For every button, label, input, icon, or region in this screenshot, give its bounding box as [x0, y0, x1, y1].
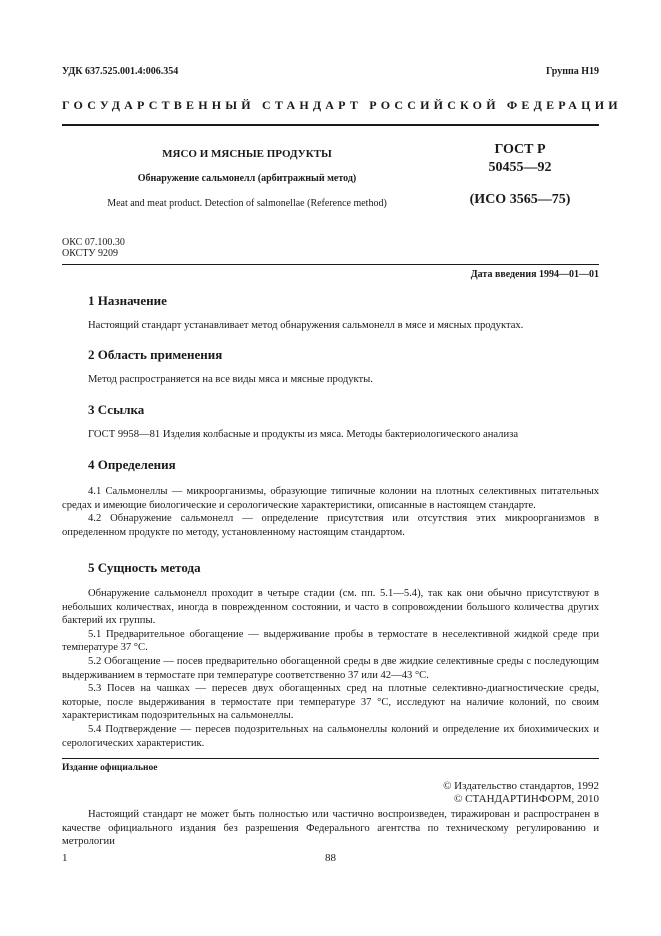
method-5-3: 5.3 Посев на чашках — пересев двух обогащенных сред на плотные селективно-диагностические среды, которые, после выдерживания в термостате при температуре 37 °С, исследуют на наличие колоний, по своим характеристикам подозрительных на сальмонеллы.: [62, 683, 599, 722]
footer-divider: [62, 758, 599, 759]
okstu-code: ОКСТУ 9209: [62, 248, 119, 259]
gost-label: ГОСТ Р: [494, 142, 546, 157]
section-4-body: [62, 485, 599, 539]
document-subtitle: Обнаружение сальмонелл (арбитражный метод): [137, 173, 357, 184]
reproduction-notice-text: Настоящий стандарт не может быть полностью или частично воспроизведен, тиражирован и распространен в качестве официального издания без разрешения Федерального агентства по техническому регулированию и метрологии: [62, 809, 599, 848]
reproduction-notice: [62, 808, 599, 849]
copyright-1: © Издательство стандартов, 1992: [443, 780, 599, 792]
section-2-heading: 2 Область применения: [88, 347, 223, 362]
codes-divider: [62, 264, 599, 265]
header-divider: [62, 124, 599, 126]
oks-code: ОКС 07.100.30: [62, 237, 125, 248]
iso-reference: (ИСО 3565—75): [469, 192, 571, 207]
section-1-heading: 1 Назначение: [88, 293, 167, 308]
method-intro: Обнаружение сальмонелл проходит в четыре стадии (см. пп. 5.1—5.4), так как они обычно присутствуют в небольших количествах, иногда в поврежденном состоянии, и часто в сопровождении большого количества других бактерий их группы.: [62, 588, 599, 627]
section-5-heading: 5 Сущность метода: [88, 560, 201, 575]
section-1-text: Настоящий стандарт устанавливает метод обнаружения сальмонелл в мясе и мясных продуктах.: [88, 320, 524, 331]
definition-4-1: 4.1 Сальмонеллы — микроорганизмы, образующие типичные колонии на плотных селективных питательных средах и имеющие биологические и серологические характеристики, описанные в настоящем стандарте.: [62, 486, 599, 511]
definition-4-2: 4.2 Обнаружение сальмонелл — определение присутствия или отсутствия этих микроорганизмов в определенном продукте по методу, установленному настоящим стандартом.: [62, 513, 599, 538]
national-standard-heading: ГОСУДАРСТВЕННЫЙ СТАНДАРТ РОССИЙСКОЙ ФЕДЕРАЦИИ: [62, 98, 622, 112]
section-3-heading: 3 Ссылка: [88, 402, 145, 417]
group-code: Группа Н19: [546, 66, 599, 77]
page-number: 88: [325, 852, 336, 864]
copyright-2: © СТАНДАРТИНФОРМ, 2010: [454, 793, 599, 805]
intro-date: Дата введения 1994—01—01: [470, 269, 599, 280]
section-3-text: ГОСТ 9958—81 Изделия колбасные и продукты из мяса. Методы бактериологического анализа: [88, 429, 519, 440]
udk-code: УДК 637.525.001.4:006.354: [62, 66, 179, 77]
method-5-2: 5.2 Обогащение — посев предварительно обогащенной среды в две жидкие селективные среды с последующим выдерживанием в термостате при температуре соответственно 37 или 42—43 °С.: [62, 655, 599, 681]
section-2-text: Метод распространяется на все виды мяса и мясные продукты.: [88, 374, 373, 385]
document-title-english: Meat and meat product. Detection of salmonellae (Reference method): [107, 198, 387, 209]
method-5-4: 5.4 Подтверждение — пересев подозрительных на сальмонеллы колоний и определение их биохимических и серологических характеристик.: [62, 723, 599, 749]
gost-number: 50455—92: [488, 160, 552, 175]
document-title: МЯСО И МЯСНЫЕ ПРОДУКТЫ: [162, 148, 332, 160]
section-4-heading: 4 Определения: [88, 457, 176, 472]
section-5-body: [62, 587, 599, 750]
method-5-1: 5.1 Предварительное обогащение — выдерживание пробы в термостате в неселективной жидкой среде при температуре 37 °С.: [62, 628, 599, 654]
page-marker-left: 1: [62, 852, 68, 864]
official-edition: Издание официальное: [62, 763, 158, 773]
